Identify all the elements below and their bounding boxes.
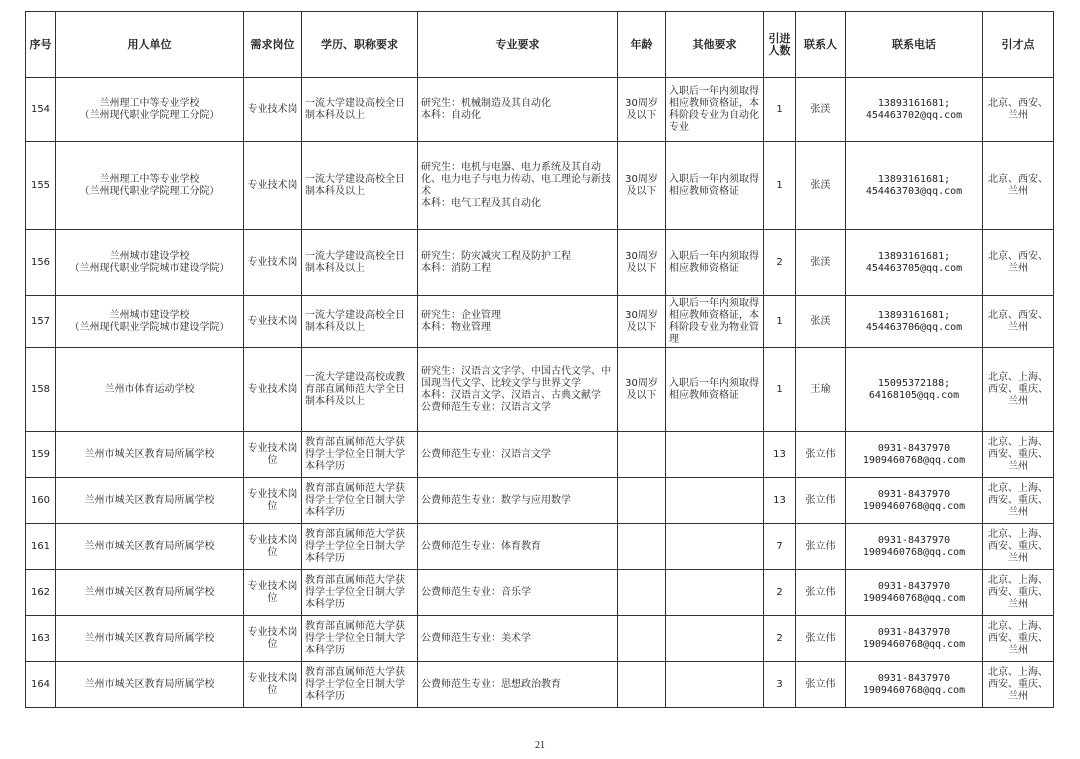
row-post: 专业技术岗 [244,78,302,142]
row-other [666,432,764,478]
row-age [618,478,666,524]
row-edu: 一流大学建设高校全日制本科及以上 [302,78,418,142]
row-post: 专业技术岗 [244,348,302,432]
row-place: 北京、上海、西安、重庆、兰州 [983,524,1054,570]
row-phone: 13893161681; 454463702@qq.com [846,78,983,142]
row-no: 163 [26,616,56,662]
header-edu: 学历、职称要求 [302,12,418,78]
row-phone: 0931-8437970 1909460768@qq.com [846,478,983,524]
table-row [26,616,1054,662]
row-edu: 教育部直属师范大学获得学士学位全日制大学本科学历 [302,662,418,708]
row-place: 北京、上海、西安、重庆、兰州 [983,616,1054,662]
row-edu: 教育部直属师范大学获得学士学位全日制大学本科学历 [302,524,418,570]
row-other: 入职后一年内须取得相应教师资格证，本科阶段专业为物业管理 [666,296,764,348]
row-unit: 兰州市城关区教育局所属学校 [56,524,244,570]
row-contact: 张立伟 [796,432,846,478]
table-row [26,142,1054,230]
row-age: 30周岁及以下 [618,296,666,348]
row-edu: 教育部直属师范大学获得学士学位全日制大学本科学历 [302,432,418,478]
row-place: 北京、上海、西安、重庆、兰州 [983,432,1054,478]
row-unit: 兰州市城关区教育局所属学校 [56,478,244,524]
row-contact: 张渼 [796,230,846,296]
row-phone: 0931-8437970 1909460768@qq.com [846,432,983,478]
header-age: 年龄 [618,12,666,78]
row-unit: 兰州理工中等专业学校 （兰州现代职业学院理工分院） [56,142,244,230]
row-unit: 兰州市体育运动学校 [56,348,244,432]
row-no: 162 [26,570,56,616]
row-other: 入职后一年内须取得相应教师资格证 [666,230,764,296]
table-row [26,570,1054,616]
row-place: 北京、上海、西安、重庆、兰州 [983,662,1054,708]
row-post: 专业技术岗位 [244,432,302,478]
row-phone: 13893161681; 454463706@qq.com [846,296,983,348]
row-major: 公费师范生专业：思想政治教育 [418,662,618,708]
row-age [618,524,666,570]
row-phone: 0931-8437970 1909460768@qq.com [846,524,983,570]
header-phone: 联系电话 [846,12,983,78]
row-post: 专业技术岗 [244,230,302,296]
table-row [26,230,1054,296]
row-count: 7 [764,524,796,570]
row-other: 入职后一年内须取得相应教师资格证 [666,348,764,432]
page-number: 21 [535,740,545,751]
row-unit: 兰州市城关区教育局所属学校 [56,570,244,616]
row-edu: 一流大学建设高校全日制本科及以上 [302,296,418,348]
row-edu: 教育部直属师范大学获得学士学位全日制大学本科学历 [302,478,418,524]
row-major: 研究生：机械制造及其自动化 本科：自动化 [418,78,618,142]
table-row [26,348,1054,432]
row-phone: 15095372188; 64168105@qq.com [846,348,983,432]
row-unit: 兰州理工中等专业学校 （兰州现代职业学院理工分院） [56,78,244,142]
header-count: 引进人数 [764,12,796,78]
row-no: 157 [26,296,56,348]
row-age [618,432,666,478]
table-row [26,296,1054,348]
row-contact: 张立伟 [796,478,846,524]
row-major: 公费师范生专业：音乐学 [418,570,618,616]
header-post: 需求岗位 [244,12,302,78]
row-post: 专业技术岗位 [244,570,302,616]
row-no: 159 [26,432,56,478]
row-other [666,524,764,570]
row-phone: 0931-8437970 1909460768@qq.com [846,662,983,708]
row-other: 入职后一年内须取得相应教师资格证，本科阶段专业为自动化专业 [666,78,764,142]
row-post: 专业技术岗位 [244,662,302,708]
row-age [618,662,666,708]
table-row [26,478,1054,524]
row-major: 公费师范生专业：美术学 [418,616,618,662]
table-row [26,432,1054,478]
row-other [666,570,764,616]
row-major: 研究生：汉语言文字学、中国古代文学、中国现当代文学、比较文学与世界文学 本科：汉语言文学、汉语言、古典文献学 公费师范生专业：汉语言文学 [418,348,618,432]
row-contact: 王瑜 [796,348,846,432]
row-edu: 一流大学建设高校全日制本科及以上 [302,142,418,230]
header-major: 专业要求 [418,12,618,78]
row-no: 161 [26,524,56,570]
row-count: 3 [764,662,796,708]
row-contact: 张立伟 [796,616,846,662]
row-count: 1 [764,142,796,230]
row-edu: 一流大学建设高校或教育部直属师范大学全日制本科及以上 [302,348,418,432]
row-contact: 张渼 [796,142,846,230]
row-edu: 教育部直属师范大学获得学士学位全日制大学本科学历 [302,616,418,662]
row-post: 专业技术岗 [244,296,302,348]
row-count: 1 [764,78,796,142]
row-other [666,662,764,708]
row-age [618,570,666,616]
row-count: 2 [764,570,796,616]
row-contact: 张渼 [796,78,846,142]
row-no: 156 [26,230,56,296]
row-count: 13 [764,478,796,524]
row-other [666,616,764,662]
row-other: 入职后一年内须取得相应教师资格证 [666,142,764,230]
header-contact: 联系人 [796,12,846,78]
row-count: 2 [764,230,796,296]
header-no: 序号 [26,12,56,78]
row-edu: 一流大学建设高校全日制本科及以上 [302,230,418,296]
row-place: 北京、西安、兰州 [983,78,1054,142]
row-major: 公费师范生专业：体育教育 [418,524,618,570]
row-phone: 0931-8437970 1909460768@qq.com [846,570,983,616]
row-phone: 0931-8437970 1909460768@qq.com [846,616,983,662]
row-post: 专业技术岗位 [244,478,302,524]
row-contact: 张立伟 [796,570,846,616]
row-place: 北京、上海、西安、重庆、兰州 [983,348,1054,432]
row-no: 164 [26,662,56,708]
row-no: 155 [26,142,56,230]
header-other: 其他要求 [666,12,764,78]
row-unit: 兰州市城关区教育局所属学校 [56,432,244,478]
row-no: 160 [26,478,56,524]
row-place: 北京、上海、西安、重庆、兰州 [983,478,1054,524]
row-unit: 兰州市城关区教育局所属学校 [56,616,244,662]
table-row [26,524,1054,570]
row-major: 公费师范生专业：数学与应用数学 [418,478,618,524]
table-row [26,78,1054,142]
row-post: 专业技术岗位 [244,616,302,662]
row-age [618,616,666,662]
row-unit: 兰州市城关区教育局所属学校 [56,662,244,708]
row-major: 研究生：企业管理 本科：物业管理 [418,296,618,348]
row-edu: 教育部直属师范大学获得学士学位全日制大学本科学历 [302,570,418,616]
row-other [666,478,764,524]
row-contact: 张渼 [796,296,846,348]
row-age: 30周岁及以下 [618,230,666,296]
row-major: 研究生：电机与电器、电力系统及其自动化、电力电子与电力传动、电工理论与新技术 本科：电气工程及其自动化 [418,142,618,230]
row-place: 北京、西安、兰州 [983,230,1054,296]
row-unit: 兰州城市建设学校 （兰州现代职业学院城市建设学院） [56,230,244,296]
row-contact: 张立伟 [796,524,846,570]
row-age: 30周岁及以下 [618,78,666,142]
recruitment-table [25,11,1054,708]
row-phone: 13893161681; 454463705@qq.com [846,230,983,296]
row-no: 154 [26,78,56,142]
row-age: 30周岁及以下 [618,142,666,230]
row-major: 公费师范生专业：汉语言文学 [418,432,618,478]
row-place: 北京、上海、西安、重庆、兰州 [983,570,1054,616]
row-place: 北京、西安、兰州 [983,296,1054,348]
row-major: 研究生：防灾减灾工程及防护工程 本科：消防工程 [418,230,618,296]
row-count: 1 [764,348,796,432]
table-body [26,78,1054,708]
row-count: 2 [764,616,796,662]
row-contact: 张立伟 [796,662,846,708]
row-count: 1 [764,296,796,348]
row-age: 30周岁及以下 [618,348,666,432]
row-no: 158 [26,348,56,432]
row-place: 北京、西安、兰州 [983,142,1054,230]
row-post: 专业技术岗 [244,142,302,230]
table-row [26,662,1054,708]
row-post: 专业技术岗位 [244,524,302,570]
header-place: 引才点 [983,12,1054,78]
row-unit: 兰州城市建设学校 （兰州现代职业学院城市建设学院） [56,296,244,348]
row-phone: 13893161681; 454463703@qq.com [846,142,983,230]
header-unit: 用人单位 [56,12,244,78]
table-header-row [26,12,1054,78]
row-count: 13 [764,432,796,478]
